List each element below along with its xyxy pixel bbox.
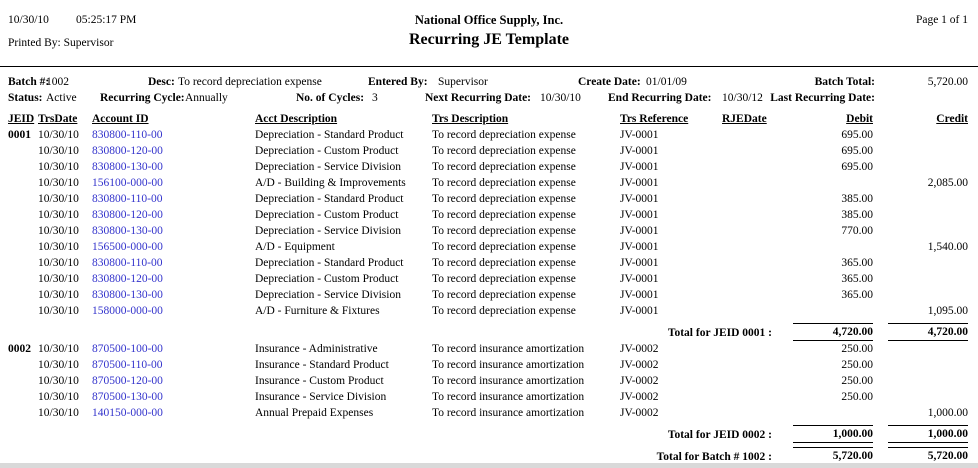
rje-date-cell	[722, 341, 782, 357]
jeid-cell	[8, 159, 38, 175]
account-id-cell[interactable]: 830800-130-00	[92, 161, 163, 173]
col-header-trs-description: Trs Description	[432, 113, 509, 125]
trs-reference-cell: JV-0001	[620, 209, 659, 221]
acct-description-cell: Insurance - Custom Product	[255, 375, 384, 387]
trs-reference-cell: JV-0001	[620, 241, 659, 253]
table-row	[8, 389, 970, 405]
debit-cell: 250.00	[841, 375, 873, 387]
table-row	[8, 143, 970, 159]
jeid-cell: 0002	[8, 343, 31, 355]
credit-cell	[875, 373, 970, 389]
acct-description-cell: A/D - Building & Improvements	[255, 177, 406, 189]
col-header-credit: Credit	[936, 113, 968, 125]
trs-reference-cell: JV-0001	[620, 129, 659, 141]
total-debit-cell	[782, 319, 875, 341]
trs-reference-cell: JV-0001	[620, 273, 659, 285]
page-number: Page 1 of 1	[915, 14, 968, 26]
account-id-cell[interactable]: 158000-000-00	[92, 305, 163, 317]
total-credit-amount: 1,000.00	[888, 425, 968, 443]
last-recurring-date-label: Last Recurring Date:	[770, 92, 875, 104]
acct-description-cell: A/D - Furniture & Fixtures	[255, 305, 380, 317]
col-header-debit: Debit	[846, 113, 873, 125]
rje-date-cell	[722, 191, 782, 207]
rje-date-cell	[722, 271, 782, 287]
jeid-cell: 0001	[8, 129, 31, 141]
no-of-cycles-value: 3	[372, 92, 378, 104]
trs-date-cell: 10/30/10	[38, 343, 79, 355]
credit-cell	[875, 341, 970, 357]
col-header-jeid: JEID	[8, 113, 35, 125]
je-table	[8, 111, 970, 465]
total-label: Total for Batch # 1002 :	[656, 451, 772, 463]
trs-description-cell: To record depreciation expense	[432, 145, 576, 157]
jeid-cell	[8, 223, 38, 239]
trs-description-cell: To record depreciation expense	[432, 209, 576, 221]
trs-reference-cell: JV-0001	[620, 225, 659, 237]
trs-date-cell: 10/30/10	[38, 305, 79, 317]
status-value: Active	[46, 92, 77, 104]
table-row	[8, 175, 970, 191]
account-id-cell[interactable]: 140150-000-00	[92, 407, 163, 419]
debit-cell	[782, 175, 875, 191]
status-label: Status:	[8, 92, 43, 104]
batch-total-label: Batch Total:	[814, 76, 875, 88]
acct-description-cell: Depreciation - Standard Product	[255, 193, 404, 205]
rje-date-cell	[722, 287, 782, 303]
end-recurring-date-label: End Recurring Date:	[608, 92, 712, 104]
trs-description-cell: To record insurance amortization	[432, 359, 585, 371]
acct-description-cell: A/D - Equipment	[255, 241, 335, 253]
total-credit-cell	[875, 443, 970, 465]
account-id-cell[interactable]: 870500-110-00	[92, 359, 163, 371]
trs-date-cell: 10/30/10	[38, 161, 79, 173]
credit-cell	[875, 207, 970, 223]
acct-description-cell: Annual Prepaid Expenses	[255, 407, 374, 419]
table-row	[8, 373, 970, 389]
table-row	[8, 341, 970, 357]
printed-by-value: Supervisor	[63, 37, 114, 49]
trs-description-cell: To record insurance amortization	[432, 391, 585, 403]
trs-reference-cell: JV-0001	[620, 257, 659, 269]
debit-cell: 695.00	[841, 129, 873, 141]
trs-reference-cell: JV-0001	[620, 305, 659, 317]
trs-description-cell: To record depreciation expense	[432, 241, 576, 253]
account-id-cell[interactable]: 870500-100-00	[92, 343, 163, 355]
print-date: 10/30/10	[8, 14, 49, 26]
total-debit-cell	[782, 443, 875, 465]
next-recurring-date-value: 10/30/10	[540, 92, 581, 104]
acct-description-cell: Depreciation - Service Division	[255, 225, 401, 237]
account-id-cell[interactable]: 830800-130-00	[92, 289, 163, 301]
account-id-cell[interactable]: 870500-130-00	[92, 391, 163, 403]
debit-cell: 385.00	[841, 209, 873, 221]
batch-number-label: Batch #:	[8, 76, 50, 88]
report-title: Recurring JE Template	[409, 31, 569, 48]
jeid-cell	[8, 405, 38, 421]
viewport-bottom-edge	[0, 463, 978, 468]
acct-description-cell: Insurance - Service Division	[255, 391, 387, 403]
jeid-total-row	[8, 421, 970, 443]
rje-date-cell	[722, 255, 782, 271]
recurring-cycle-value: Annually	[185, 92, 228, 104]
acct-description-cell: Depreciation - Custom Product	[255, 273, 399, 285]
trs-date-cell: 10/30/10	[38, 209, 79, 221]
trs-date-cell: 10/30/10	[38, 375, 79, 387]
trs-reference-cell: JV-0002	[620, 375, 659, 387]
jeid-cell	[8, 287, 38, 303]
trs-description-cell: To record insurance amortization	[432, 375, 585, 387]
credit-cell: 1,540.00	[927, 241, 968, 253]
trs-reference-cell: JV-0002	[620, 359, 659, 371]
debit-cell	[782, 405, 875, 421]
trs-description-cell: To record insurance amortization	[432, 407, 585, 419]
jeid-cell	[8, 357, 38, 373]
table-row	[8, 255, 970, 271]
create-date-label: Create Date:	[578, 76, 641, 88]
trs-reference-cell: JV-0001	[620, 145, 659, 157]
trs-date-cell: 10/30/10	[38, 391, 79, 403]
trs-description-cell: To record depreciation expense	[432, 177, 576, 189]
account-id-cell[interactable]: 156100-000-00	[92, 177, 163, 189]
credit-cell	[875, 287, 970, 303]
table-row	[8, 159, 970, 175]
print-time: 05:25:17 PM	[76, 14, 137, 26]
batch-total-value: 5,720.00	[927, 76, 968, 88]
total-label: Total for JEID 0001 :	[667, 327, 772, 339]
trs-reference-cell: JV-0002	[620, 343, 659, 355]
account-id-cell[interactable]: 830800-110-00	[92, 257, 163, 269]
rje-date-cell	[722, 303, 782, 319]
total-debit-amount: 5,720.00	[793, 447, 873, 465]
acct-description-cell: Depreciation - Service Division	[255, 289, 401, 301]
table-row	[8, 287, 970, 303]
account-id-cell[interactable]: 830800-130-00	[92, 225, 163, 237]
credit-cell	[875, 255, 970, 271]
account-id-cell[interactable]: 830800-110-00	[92, 193, 163, 205]
credit-cell	[875, 191, 970, 207]
credit-cell	[875, 143, 970, 159]
account-id-cell[interactable]: 830800-120-00	[92, 209, 163, 221]
debit-cell: 365.00	[841, 257, 873, 269]
trs-reference-cell: JV-0002	[620, 391, 659, 403]
batch-total-row	[8, 443, 970, 465]
trs-reference-cell: JV-0001	[620, 289, 659, 301]
rje-date-cell	[722, 143, 782, 159]
col-header-acct-description: Acct Description	[255, 113, 338, 125]
end-recurring-date-value: 10/30/12	[722, 92, 763, 104]
col-header-trsdate: TrsDate	[38, 113, 78, 125]
trs-description-cell: To record depreciation expense	[432, 289, 576, 301]
no-of-cycles-label: No. of Cycles:	[296, 92, 365, 104]
jeid-cell	[8, 271, 38, 287]
rje-date-cell	[722, 389, 782, 405]
desc-value: To record depreciation expense	[178, 76, 322, 88]
trs-date-cell: 10/30/10	[38, 273, 79, 285]
table-row	[8, 357, 970, 373]
trs-reference-cell: JV-0001	[620, 193, 659, 205]
jeid-cell	[8, 191, 38, 207]
account-id-cell[interactable]: 830800-120-00	[92, 145, 163, 157]
table-row	[8, 405, 970, 421]
table-row	[8, 271, 970, 287]
debit-cell: 250.00	[841, 391, 873, 403]
debit-cell: 250.00	[841, 359, 873, 371]
total-credit-amount: 5,720.00	[888, 447, 968, 465]
debit-cell: 770.00	[841, 225, 873, 237]
rje-date-cell	[722, 357, 782, 373]
credit-cell	[875, 271, 970, 287]
table-header-row	[8, 111, 970, 127]
trs-date-cell: 10/30/10	[38, 241, 79, 253]
table-row	[8, 223, 970, 239]
table-row	[8, 191, 970, 207]
debit-cell: 695.00	[841, 161, 873, 173]
rje-date-cell	[722, 159, 782, 175]
credit-cell	[875, 357, 970, 373]
trs-date-cell: 10/30/10	[38, 257, 79, 269]
total-credit-amount: 4,720.00	[888, 323, 968, 341]
trs-date-cell: 10/30/10	[38, 225, 79, 237]
account-id-cell[interactable]: 830800-110-00	[92, 129, 163, 141]
table-row	[8, 239, 970, 255]
acct-description-cell: Depreciation - Custom Product	[255, 209, 399, 221]
col-header-rjedate: RJEDate	[722, 113, 767, 125]
trs-date-cell: 10/30/10	[38, 359, 79, 371]
trs-date-cell: 10/30/10	[38, 129, 79, 141]
col-header-account-id: Account ID	[92, 113, 149, 125]
debit-cell	[782, 303, 875, 319]
trs-date-cell: 10/30/10	[38, 407, 79, 419]
rje-date-cell	[722, 223, 782, 239]
jeid-cell	[8, 303, 38, 319]
acct-description-cell: Depreciation - Custom Product	[255, 145, 399, 157]
account-id-cell[interactable]: 830800-120-00	[92, 273, 163, 285]
credit-cell	[875, 127, 970, 143]
rje-date-cell	[722, 127, 782, 143]
create-date-value: 01/01/09	[646, 76, 687, 88]
rje-date-cell	[722, 373, 782, 389]
acct-description-cell: Depreciation - Standard Product	[255, 257, 404, 269]
desc-label: Desc:	[148, 76, 175, 88]
col-header-trs-reference: Trs Reference	[620, 113, 689, 125]
trs-description-cell: To record depreciation expense	[432, 305, 576, 317]
trs-reference-cell: JV-0001	[620, 161, 659, 173]
total-debit-cell	[782, 421, 875, 443]
total-label: Total for JEID 0002 :	[667, 429, 772, 441]
entered-by-label: Entered By:	[368, 76, 428, 88]
credit-cell	[875, 159, 970, 175]
jeid-cell	[8, 239, 38, 255]
trs-description-cell: To record depreciation expense	[432, 161, 576, 173]
debit-cell: 385.00	[841, 193, 873, 205]
trs-description-cell: To record insurance amortization	[432, 343, 585, 355]
next-recurring-date-label: Next Recurring Date:	[425, 92, 532, 104]
rje-date-cell	[722, 405, 782, 421]
report-header	[0, 0, 978, 67]
jeid-cell	[8, 373, 38, 389]
acct-description-cell: Depreciation - Standard Product	[255, 129, 404, 141]
credit-cell: 2,085.00	[927, 177, 968, 189]
account-id-cell[interactable]: 870500-120-00	[92, 375, 163, 387]
rje-date-cell	[722, 207, 782, 223]
trs-date-cell: 10/30/10	[38, 289, 79, 301]
table-row	[8, 127, 970, 143]
debit-cell: 365.00	[841, 273, 873, 285]
recurring-cycle-label: Recurring Cycle:	[100, 92, 185, 104]
jeid-cell	[8, 389, 38, 405]
rje-date-cell	[722, 175, 782, 191]
debit-cell	[782, 239, 875, 255]
total-debit-amount: 4,720.00	[793, 323, 873, 341]
credit-cell: 1,000.00	[927, 407, 968, 419]
jeid-cell	[8, 207, 38, 223]
credit-cell	[875, 389, 970, 405]
acct-description-cell: Insurance - Administrative	[255, 343, 378, 355]
company-name: National Office Supply, Inc.	[414, 13, 564, 27]
table-row	[8, 207, 970, 223]
jeid-cell	[8, 175, 38, 191]
trs-date-cell: 10/30/10	[38, 193, 79, 205]
trs-description-cell: To record depreciation expense	[432, 257, 576, 269]
printed-by-label: Printed By:	[8, 37, 61, 49]
jeid-total-row	[8, 319, 970, 341]
trs-description-cell: To record depreciation expense	[432, 273, 576, 285]
acct-description-cell: Insurance - Standard Product	[255, 359, 389, 371]
credit-cell	[875, 223, 970, 239]
total-credit-cell	[875, 421, 970, 443]
trs-date-cell: 10/30/10	[38, 177, 79, 189]
debit-cell: 365.00	[841, 289, 873, 301]
jeid-cell	[8, 255, 38, 271]
batch-info	[0, 75, 978, 108]
trs-reference-cell: JV-0001	[620, 177, 659, 189]
rje-date-cell	[722, 239, 782, 255]
total-debit-amount: 1,000.00	[793, 425, 873, 443]
jeid-cell	[8, 143, 38, 159]
entered-by-value: Supervisor	[438, 76, 488, 88]
table-row	[8, 303, 970, 319]
total-credit-cell	[875, 319, 970, 341]
debit-cell: 250.00	[841, 343, 873, 355]
trs-date-cell: 10/30/10	[38, 145, 79, 157]
trs-reference-cell: JV-0002	[620, 407, 659, 419]
trs-description-cell: To record depreciation expense	[432, 193, 576, 205]
trs-description-cell: To record depreciation expense	[432, 129, 576, 141]
account-id-cell[interactable]: 156500-000-00	[92, 241, 163, 253]
acct-description-cell: Depreciation - Service Division	[255, 161, 401, 173]
credit-cell: 1,095.00	[927, 305, 968, 317]
batch-number-value: 1002	[46, 76, 69, 88]
debit-cell: 695.00	[841, 145, 873, 157]
trs-description-cell: To record depreciation expense	[432, 225, 576, 237]
